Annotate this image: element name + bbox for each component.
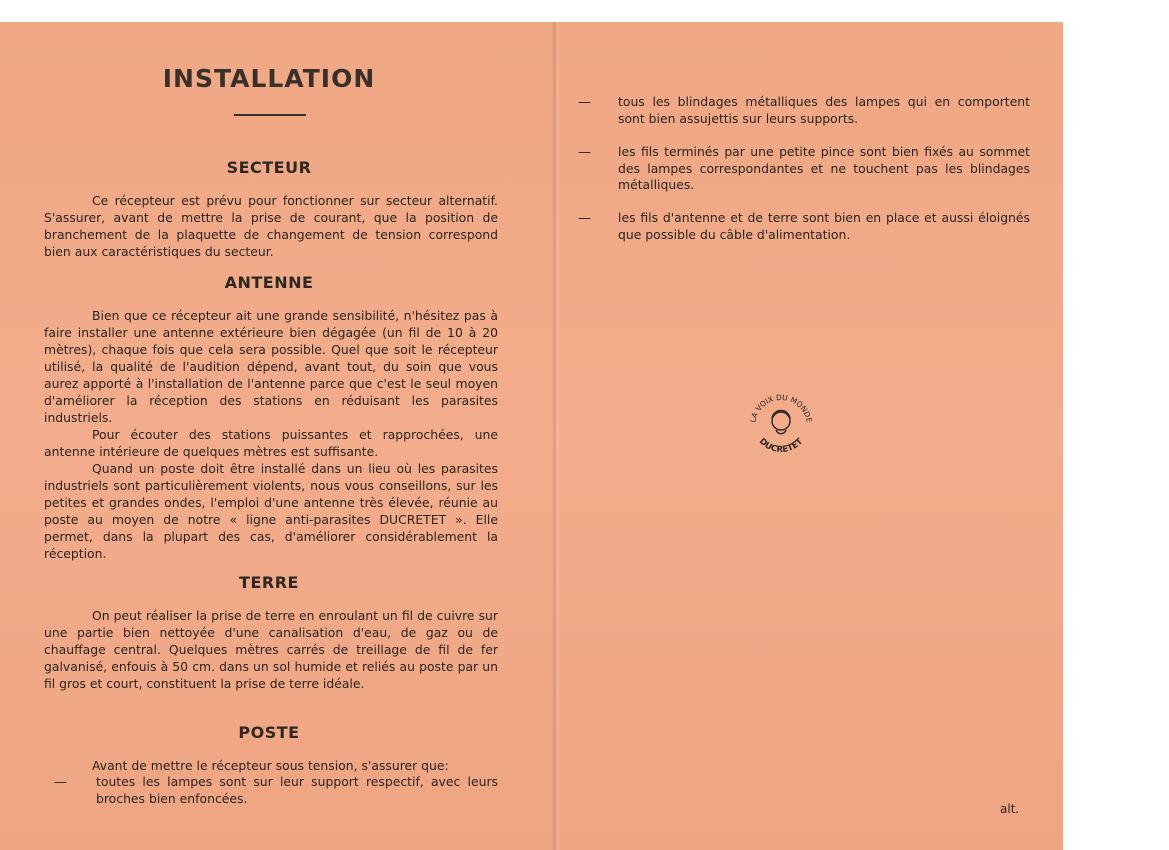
list-item-text: les fils d'antenne et de terre sont bien en place et aussi éloignés que possible du câble d'alimentation.	[618, 210, 1030, 242]
title-underline	[234, 114, 306, 116]
heading-secteur: SECTEUR	[226, 158, 312, 177]
dash-bullet: —	[578, 95, 591, 110]
dash-bullet: —	[578, 145, 591, 160]
paragraph-poste-intro: Avant de mettre le récepteur sous tension, s'assurer que:	[92, 758, 449, 773]
list-item-text: les fils terminés par une petite pince sont bien fixés au sommet des lampes correspondantes et ne touchent pas les blindages métalliques.	[618, 144, 1030, 192]
heading-terre: TERRE	[239, 573, 299, 592]
stamp-top-text: LA VOIX DU MONDE	[748, 392, 814, 424]
paragraph-antenne-1: Bien que ce récepteur ait une grande sensibilité, n'hésitez pas à faire installer une antenne extérieure bien dégagée (un fil de 10 à 20 mètres), chaque fois que cela sera possible. Quel que soit le récepteur utilisé, la qualité de l'audition dépend, avant tout, du soin que vous aurez apporté à l'installation de l'antenne parce que c'est le seul moyen d'améliorer la réception des stations en réduisant les parasites industriels.	[44, 308, 498, 425]
list-item-text: tous les blindages métalliques des lampes qui en comportent sont bien assujettis sur leurs supports.	[618, 94, 1030, 126]
ducretet-stamp	[745, 388, 815, 458]
paragraph-secteur: Ce récepteur est prévu pour fonctionner sur secteur alternatif. S'assurer, avant de mettre la prise de courant, que la position de branchement de la plaquette de changement de tension correspond bien aux caractéristiques du secteur.	[44, 193, 498, 259]
stamp-face-icon	[772, 411, 790, 434]
heading-antenne: ANTENNE	[224, 273, 314, 292]
stamp-bottom-text: DUCRETET	[756, 436, 806, 456]
document-sheet	[0, 22, 1063, 850]
dash-bullet: —	[578, 211, 591, 226]
heading-poste: POSTE	[238, 723, 300, 742]
paragraph-antenne-3: Quand un poste doit être installé dans un lieu où les parasites industriels sont particulièrement violents, nous vous conseillons, sur les petites et grandes ondes, l'emploi d'une antenne très élevée, réunie au poste au moyen de notre « ligne anti-parasites DUCRETET ». Elle permet, dans la plupart des cas, d'améliorer considérablement la réception.	[44, 461, 498, 561]
paragraph-terre: On peut réaliser la prise de terre en enroulant un fil de cuivre sur une partie bien nettoyée d'une canalisation d'eau, de gaz ou de chauffage central. Quelques mètres carrés de treillage de fil de fer galvanisé, enfouis à 50 cm. dans un sol humide et reliés au poste par un fil gros et court, constituent la prise de terre idéale.	[44, 608, 498, 691]
page-fold	[552, 22, 560, 850]
dash-bullet: —	[54, 775, 67, 790]
page-title: INSTALLATION	[162, 64, 376, 93]
list-item-text: toutes les lampes sont sur leur support respectif, avec leurs broches bien enfoncées.	[96, 774, 498, 806]
paragraph-antenne-2: Pour écouter des stations puissantes et rapprochées, une antenne intérieure de quelques mètres est suffisante.	[44, 427, 498, 459]
footer-mark: alt.	[1000, 802, 1020, 816]
